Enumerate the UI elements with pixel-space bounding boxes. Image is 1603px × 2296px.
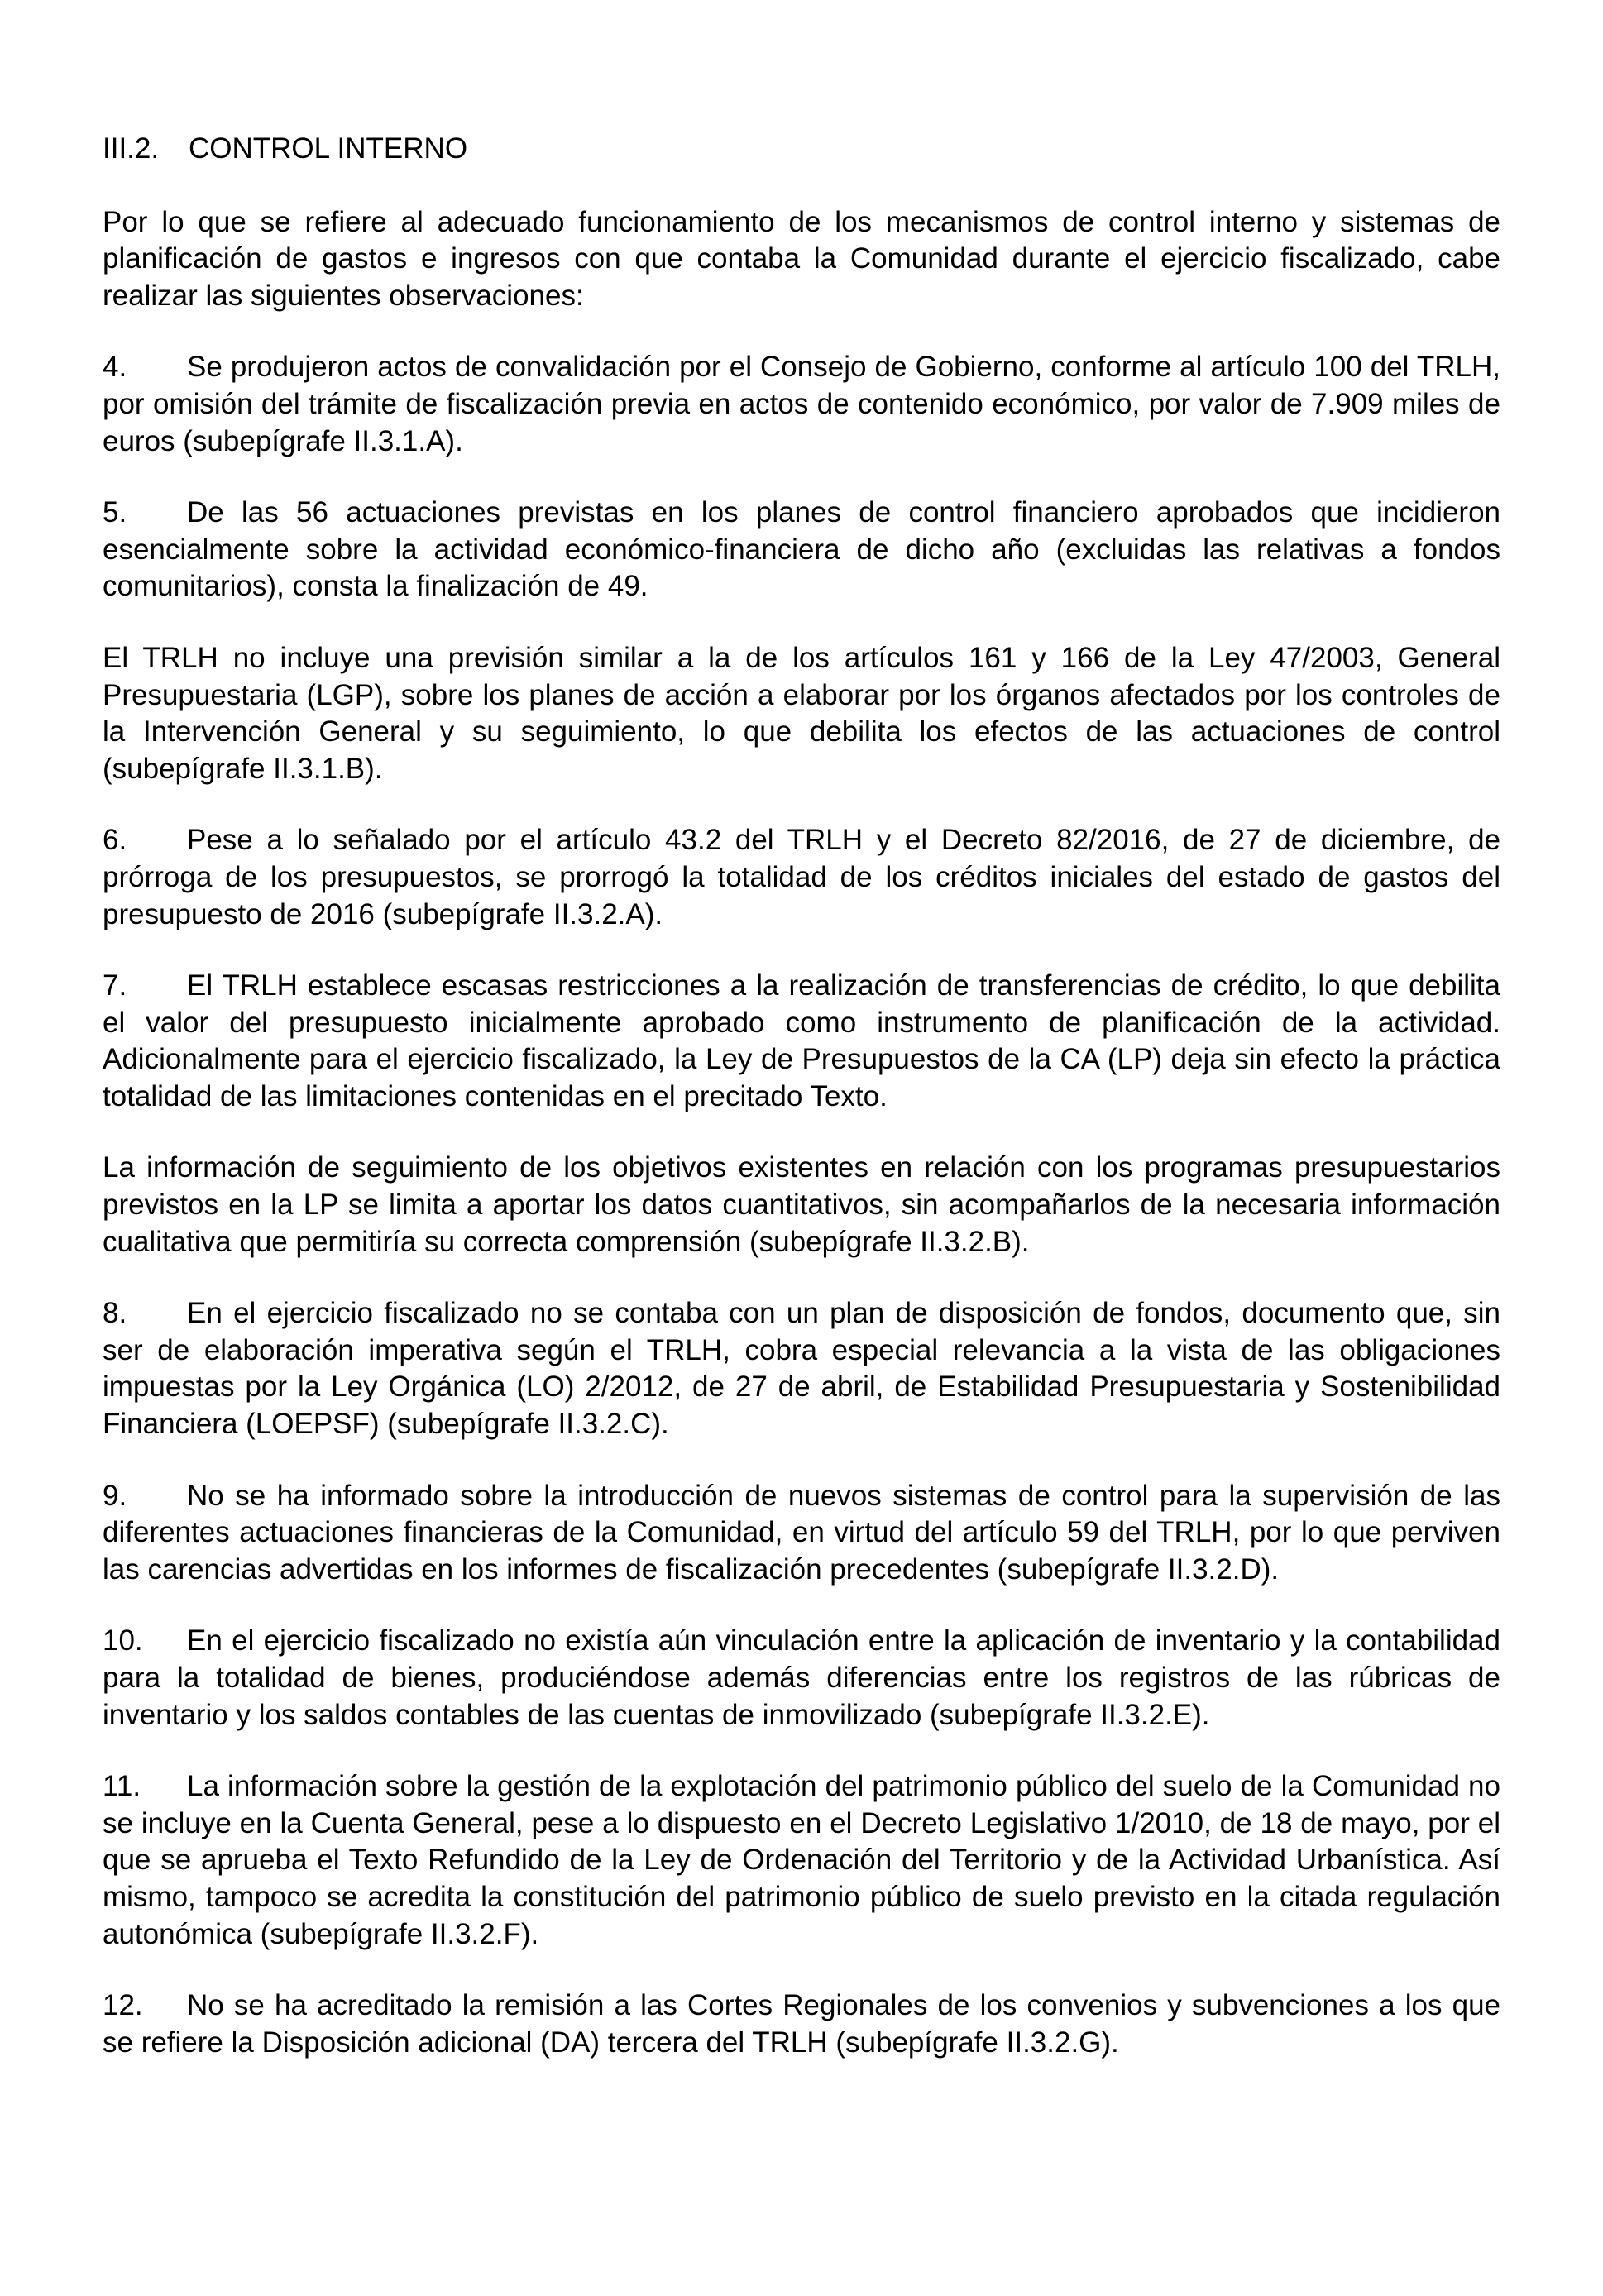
- paragraph-text: En el ejercicio fiscalizado no se contaba con un plan de disposición de fondos, documento que, sin ser de elaboración imperativa según el TRLH, cobra especial relevancia a la vista de las obligaciones impuestas por la Ley Orgánica (LO) 2/2012, de 27 de abril, de Estabilidad Presupuestaria y Sostenibilidad Financiera (LOEPSF) (subepígrafe II.3.2.C).: [103, 1297, 1500, 1441]
- paragraph-text: Se produjeron actos de convalidación por el Consejo de Gobierno, conforme al artículo 100 del TRLH, por omisión del trámite de fiscalización previa en actos de contenido económico, por valor de 7.909 miles de euros (subepígrafe II.3.1.A).: [103, 351, 1500, 457]
- section-heading: [103, 131, 1500, 168]
- intro-paragraph: [103, 204, 1500, 315]
- observation-number: 9.: [103, 1479, 127, 1512]
- paragraph-text: La información sobre la gestión de la explotación del patrimonio público del suelo de la Comunidad no se incluye en la Cuenta General, pese a lo dispuesto en el Decreto Legislativo 1/2010, de 18 de mayo, por el que se aprueba el Texto Refundido de la Ley de Ordenación del Territorio y de la Actividad Urbanística. Así mismo, tampoco se acredita la constitución del patrimonio público de suelo previsto en la citada regulación autonómica (subepígrafe II.3.2.F).: [103, 1770, 1500, 1950]
- observation-11: [103, 1768, 1500, 1953]
- observation-number: 4.: [103, 351, 127, 384]
- observation-8: [103, 1295, 1500, 1442]
- observation-5-continued: [103, 640, 1500, 787]
- section-title: CONTROL INTERNO: [189, 132, 468, 165]
- observation-number: 6.: [103, 824, 127, 857]
- section-number: III.2.: [103, 132, 160, 165]
- paragraph-text: El TRLH no incluye una previsión similar a la de los artículos 161 y 166 de la Ley 47/2003, General Presupuestaria (LGP), sobre los planes de acción a elaborar por los órganos afectados por los controles de la Intervención General y su seguimiento, lo que debilita los efectos de las actuaciones de control (subepígrafe II.3.1.B).: [103, 641, 1500, 785]
- observation-5: [103, 495, 1500, 605]
- observation-6: [103, 822, 1500, 933]
- paragraph-text: Pese a lo señalado por el artículo 43.2 del TRLH y el Decreto 82/2016, de 27 de diciembre, de prórroga de los presupuestos, se prorrogó la totalidad de los créditos iniciales del estado de gastos del presupuesto de 2016 (subepígrafe II.3.2.A).: [103, 824, 1500, 930]
- observation-10: [103, 1623, 1500, 1734]
- observation-number: 8.: [103, 1297, 127, 1330]
- observation-number: 5.: [103, 496, 127, 529]
- paragraph-text: No se ha acreditado la remisión a las Cortes Regionales de los convenios y subvenciones a los que se refiere la Disposición adicional (DA) tercera del TRLH (subepígrafe II.3.2.G).: [103, 1989, 1500, 2059]
- paragraph-text: En el ejercicio fiscalizado no existía aún vinculación entre la aplicación de inventario y la contabilidad para la totalidad de bienes, produciéndose además diferencias entre los registros de las rúbricas de inventario y los saldos contables de las cuentas de inmovilizado (subepígrafe II.3.2.E).: [103, 1624, 1500, 1731]
- paragraph-text: La información de seguimiento de los objetivos existentes en relación con los programas presupuestarios previstos en la LP se limita a aportar los datos cuantitativos, sin acompañarlos de la necesaria información cualitativa que permitiría su correcta comprensión (subepígrafe II.3.2.B).: [103, 1151, 1500, 1258]
- observation-7: [103, 968, 1500, 1115]
- observation-number: 11.: [103, 1770, 141, 1803]
- paragraph-text: Por lo que se refiere al adecuado funcionamiento de los mecanismos de control interno y sistemas de planificación de gastos e ingresos con que contaba la Comunidad durante el ejercicio fiscalizado, cabe realizar las siguientes observaciones:: [103, 205, 1500, 312]
- paragraph-text: De las 56 actuaciones previstas en los planes de control financiero aprobados que incidieron esencialmente sobre la actividad económico-financiera de dicho año (excluidas las relativas a fondos comunitarios), consta la finalización de 49.: [103, 496, 1500, 603]
- observation-7-continued: [103, 1150, 1500, 1260]
- observation-number: 10.: [103, 1624, 143, 1657]
- observation-number: 7.: [103, 969, 127, 1002]
- document-page: [103, 131, 1500, 2096]
- paragraph-text: El TRLH establece escasas restricciones a la realización de transferencias de crédito, lo que debilita el valor del presupuesto inicialmente aprobado como instrumento de planificación de la actividad. Adicionalmente para el ejercicio fiscalizado, la Ley de Presupuestos de la CA (LP) deja sin efecto la práctica totalidad de las limitaciones contenidas en el precitado Texto.: [103, 969, 1500, 1112]
- observation-9: [103, 1478, 1500, 1589]
- observation-4: [103, 349, 1500, 460]
- paragraph-text: No se ha informado sobre la introducción de nuevos sistemas de control para la supervisión de las diferentes actuaciones financieras de la Comunidad, en virtud del artículo 59 del TRLH, por lo que perviven las carencias advertidas en los informes de fiscalización precedentes (subepígrafe II.3.2.D).: [103, 1479, 1500, 1586]
- observation-number: 12.: [103, 1989, 143, 2022]
- observation-12: [103, 1987, 1500, 2061]
